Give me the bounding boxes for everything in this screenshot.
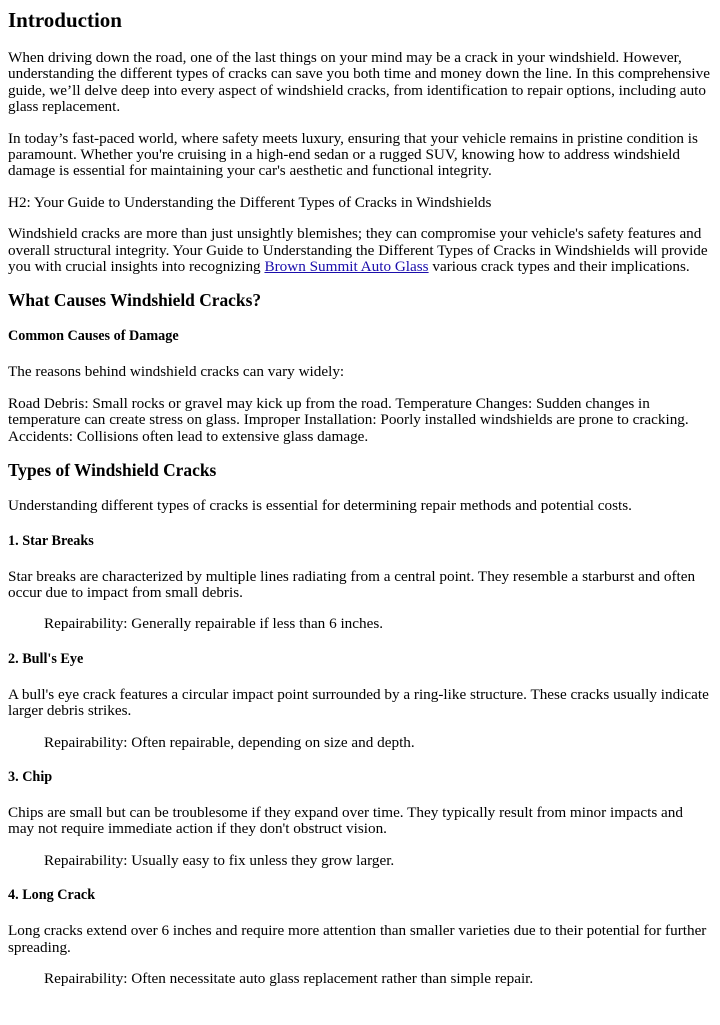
guide-text-before-link: Windshield cracks are more than just unsightly blemishes; they can compromise your vehicle's safety features and overall structural integrity. Your Guide to Understanding the Different Types of Cracks in Windshields will provide you with crucial insights into recognizing [8, 225, 708, 276]
causes-intro: The reasons behind windshield cracks can vary widely: [8, 363, 345, 381]
guide-text-after-link: various crack types and their implications. [428, 258, 690, 276]
brown-summit-auto-glass-link[interactable]: Brown Summit Auto Glass [264, 258, 429, 276]
causes-list: Road Debris: Small rocks or gravel may kick up from the road. Temperature Changes: Sudden changes in temperature can create stress on glass. Improper Installation: Poorly installed windshields are prone to cracking. Accidents: Collisions often lead to extensive glass damage. [8, 394, 689, 445]
guide-subheading-text: H2: Your Guide to Understanding the Different Types of Cracks in Windshields [8, 193, 492, 211]
section-text-star-breaks: Star breaks are characterized by multiple lines radiating from a central point. They resemble a starburst and often occur due to impact from small debris. [8, 567, 696, 601]
section-heading-bulls-eye: 2. Bull's Eye [8, 650, 84, 667]
section-heading-chip: 3. Chip [8, 768, 53, 785]
page-title: Introduction [8, 8, 122, 32]
repairability-bulls-eye: Repairability: Often repairable, depending on size and depth. [44, 733, 415, 751]
article [0, 8, 712, 987]
intro-paragraph-2: In today’s fast-paced world, where safety meets luxury, ensuring that your vehicle remains in pristine condition is paramount. Whether you're cruising in a high-end sedan or a rugged SUV, knowing how to address windshield damage is essential for maintaining your car's aesthetic and functional integrity. [8, 129, 698, 180]
repairability-star-breaks: Repairability: Generally repairable if less than 6 inches. [44, 615, 384, 633]
causes-heading: What Causes Windshield Cracks? [8, 290, 262, 311]
repairability-chip: Repairability: Usually easy to fix unless they grow larger. [44, 851, 395, 869]
types-heading: Types of Windshield Cracks [8, 460, 217, 481]
section-heading-long-crack: 4. Long Crack [8, 887, 96, 904]
section-heading-star-breaks: 1. Star Breaks [8, 532, 94, 549]
section-text-bulls-eye: A bull's eye crack features a circular impact point surrounded by a ring-like structure. These cracks usually indicate larger debris strikes. [8, 685, 709, 720]
guide-paragraph [8, 226, 712, 275]
types-intro: Understanding different types of cracks is essential for determining repair methods and potential costs. [8, 497, 632, 515]
repairability-long-crack: Repairability: Often necessitate auto glass replacement rather than simple repair. [44, 969, 534, 987]
section-text-long-crack: Long cracks extend over 6 inches and require more attention than smaller varieties due to their potential for further spreading. [8, 922, 707, 956]
common-causes-heading: Common Causes of Damage [8, 328, 179, 345]
intro-paragraph-1: When driving down the road, one of the last things on your mind may be a crack in your windshield. However, understanding the different types of cracks can save you both time and money down the line. In this comprehensive guide, we’ll delve deep into every aspect of windshield cracks, from identification to repair options, including auto glass replacement. [8, 49, 710, 116]
section-text-chip: Chips are small but can be troublesome if they expand over time. They typically result from minor impacts and may not require immediate action if they don't obstruct vision. [8, 803, 683, 838]
